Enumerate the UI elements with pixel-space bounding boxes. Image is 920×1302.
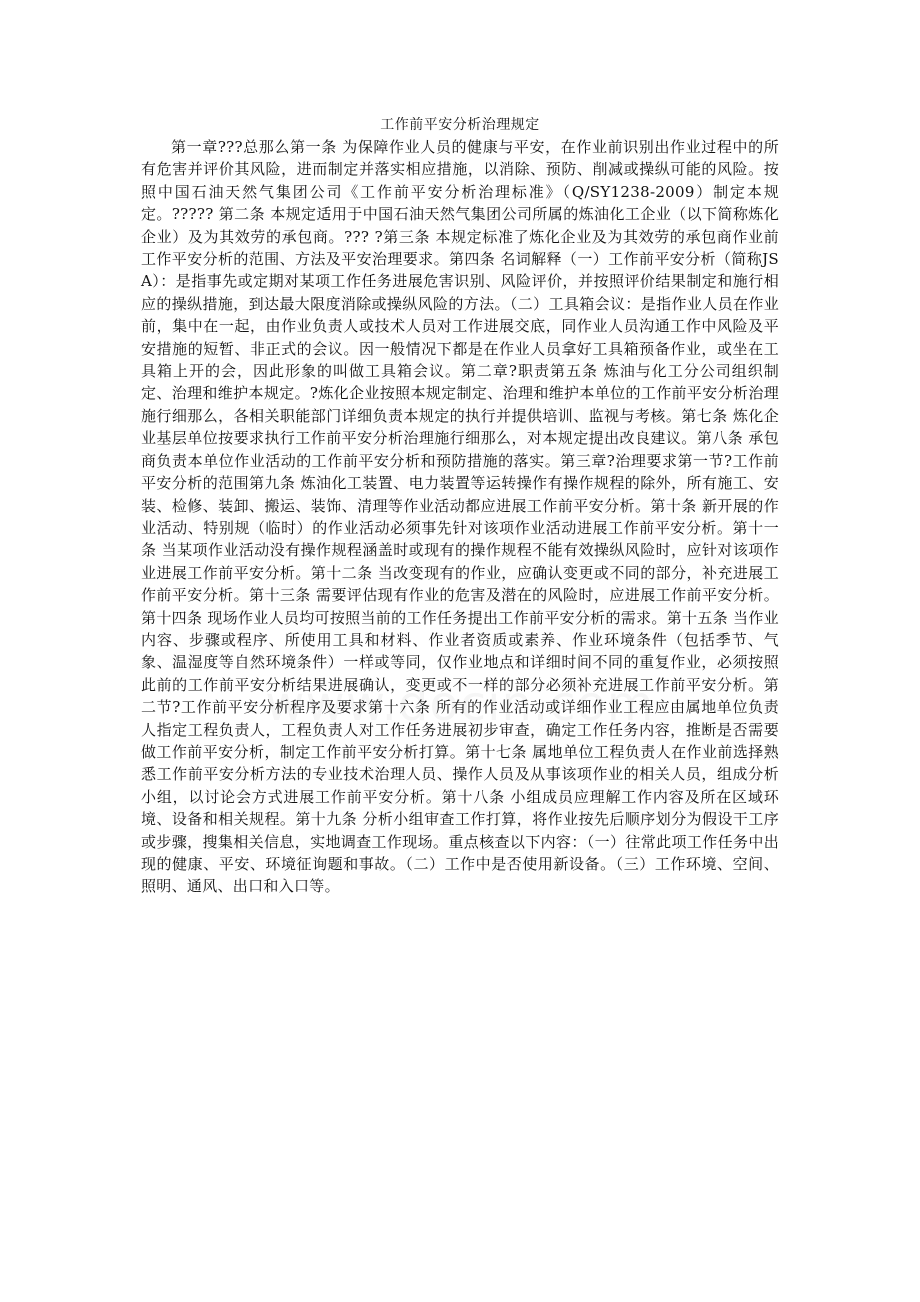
document-title: 工作前平安分析治理规定 — [380, 117, 540, 133]
document-body: 第一章???总那么第一条 为保障作业人员的健康与平安，在作业前识别出作业过程中的所有危害并评价其风险，进而制定并落实相应措施，以消除、预防、削减或操纵可能的风险。按照中国石油天然气集团公司《工作前平安分析治理标准》（Q/SY1238-2009）制定本规定。????? 第二条 本规定适用于中国石油天然气集团公司所属的炼油化工企业（以下简称炼化企业）及为其效劳的承包商。??? ?第三条 本规定标准了炼化企业及为其效劳的承包商作业前工作平安分析的范围、方法及平安治理要求。第四条 名词解释（一）工作前平安分析（简称JSA）：是指事先或定期对某项工作任务进展危害识别、风险评价，并按照评价结果制定和施行相应的操纵措施，到达最大限度消除或操纵风险的方法。（二）工具箱会议：是指作业人员在作业前，集中在一起，由作业负责人或技术人员对工作进展交底，同作业人员沟通工作中风险及平安措施的短暂、非正式的会议。因一般情况下都是在作业人员拿好工具箱预备作业，或坐在工具箱上开的会，因此形象的叫做工具箱会议。第二章?职责第五条 炼油与化工分公司组织制定、治理和维护本规定。?炼化企业按照本规定制定、治理和维护本单位的工作前平安分析治理施行细那么，各相关职能部门详细负责本规定的执行并提供培训、监视与考核。第七条 炼化企业基层单位按要求执行工作前平安分析治理施行细那么，对本规定提出改良建议。第八条 承包商负责本单位作业活动的工作前平安分析和预防措施的落实。第三章?治理要求第一节?工作前平安分析的范围第九条 炼油化工装置、电力装置等运转操作有操作规程的除外，所有施工、安装、检修、装卸、搬运、装饰、清理等作业活动都应进展工作前平安分析。第十条 新开展的作业活动、特别规（临时）的作业活动必须事先针对该项作业活动进展工作前平安分析。第十一条 当某项作业活动没有操作规程涵盖时或现有的操作规程不能有效操纵风险时，应针对该项作业进展工作前平安分析。第十二条 当改变现有的作业，应确认变更或不同的部分，补充进展工作前平安分析。第十三条 需要评估现有作业的危害及潜在的风险时，应进展工作前平安分析。第十四条 现场作业人员均可按照当前的工作任务提出工作前平安分析的需求。第十五条 当作业内容、步骤或程序、所使用工具和材料、作业者资质或素养、作业环境条件（包括季节、气象、温湿度等自然环境条件）一样或等同，仅作业地点和详细时间不同的重复作业，必须按照此前的工作前平安分析结果进展确认，变更或不一样的部分必须补充进展工作前平安分析。第二节?工作前平安分析程序及要求第十六条 所有的作业活动或详细作业工程应由属地单位负责人指定工程负责人，工程负责人对工作任务进展初步审查，确定工作任务内容，推断是否需要做工作前平安分析，制定工作前平安分析打算。第十七条 属地单位工程负责人在作业前选择熟悉工作前平安分析方法的专业技术治理人员、操作人员及从事该项作业的相关人员，组成分析小组，以讨论会方式进展工作前平安分析。第十八条 小组成员应理解工作内容及所在区域环境、设备和相关规程。第十九条 分析小组审查工作打算，将作业按先后顺序划分为假设干工序或步骤，搜集相关信息，实地调查工作现场。重点核查以下内容：（一）往常此项工作任务中出现的健康、平安、环境征询题和事故。（二）工作中是否使用新设备。（三）工作环境、空间、照明、通风、出口和入口等。 — [141, 138, 779, 896]
